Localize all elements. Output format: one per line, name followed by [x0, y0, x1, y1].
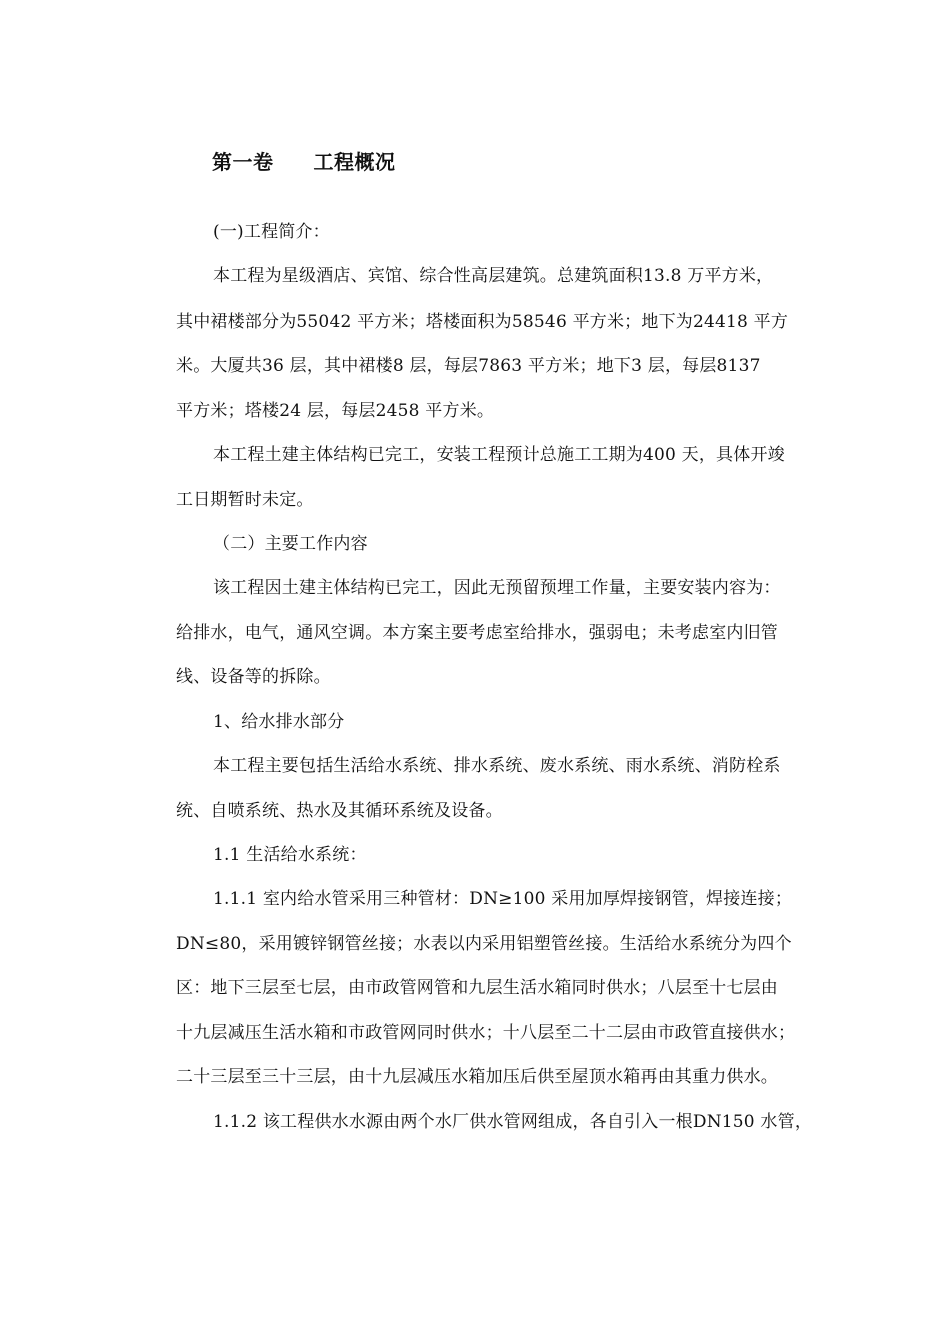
title-subject: 工程概况 [313, 150, 396, 174]
paragraph-line: 米。大厦共36 层，其中裙楼8 层，每层7863 平方米；地下3 层，每层8137 [176, 356, 761, 376]
title-volume: 第一卷 [212, 150, 274, 174]
paragraph-line: 本工程为星级酒店、宾馆、综合性高层建筑。总建筑面积13.8 万平方米， [213, 266, 774, 286]
page-title [212, 146, 396, 175]
paragraph-line: 线、设备等的拆除。 [176, 667, 331, 687]
paragraph-line: 其中裙楼部分为55042 平方米；塔楼面积为58546 平方米；地下为24418 平方 [176, 312, 789, 332]
paragraph-line: 工日期暂时未定。 [176, 490, 314, 510]
subsection-heading: 1、给水排水部分 [213, 712, 345, 732]
paragraph-line: 该工程因土建主体结构已完工，因此无预留预埋工作量，主要安装内容为： [213, 578, 781, 598]
paragraph-line: 本工程主要包括生活给水系统、排水系统、废水系统、雨水系统、消防栓系 [213, 756, 781, 776]
paragraph-line: 1.1.2 该工程供水水源由两个水厂供水管网组成，各自引入一根DN150 水管， [213, 1112, 813, 1132]
section-heading-scope: （二）主要工作内容 [213, 534, 368, 554]
paragraph-line: 本工程土建主体结构已完工，安装工程预计总施工工期为400 天，具体开竣 [213, 445, 785, 465]
paragraph-line: 十九层减压生活水箱和市政管网同时供水；十八层至二十二层由市政管直接供水； [176, 1023, 796, 1043]
section-heading-intro: (一)工程简介： [213, 222, 330, 242]
paragraph-line: 二十三层至三十三层，由十九层减压水箱加压后供至屋顶水箱再由其重力供水。 [176, 1067, 778, 1087]
paragraph-line: 统、自喷系统、热水及其循环系统及设备。 [176, 801, 503, 821]
paragraph-line: 给排水，电气，通风空调。本方案主要考虑室给排水，强弱电；未考虑室内旧管 [176, 623, 778, 643]
paragraph-line: 平方米；塔楼24 层，每层2458 平方米。 [176, 401, 495, 421]
paragraph-line: DN≤80，采用镀锌钢管丝接；水表以内采用铝塑管丝接。生活给水系统分为四个 [176, 934, 792, 954]
paragraph-line: 区：地下三层至七层，由市政管网管和九层生活水箱同时供水；八层至十七层由 [176, 978, 778, 998]
paragraph-line: 1.1.1 室内给水管采用三种管材：DN≥100 采用加厚焊接钢管，焊接连接； [213, 889, 793, 909]
subsection-heading: 1.1 生活给水系统： [213, 845, 367, 865]
